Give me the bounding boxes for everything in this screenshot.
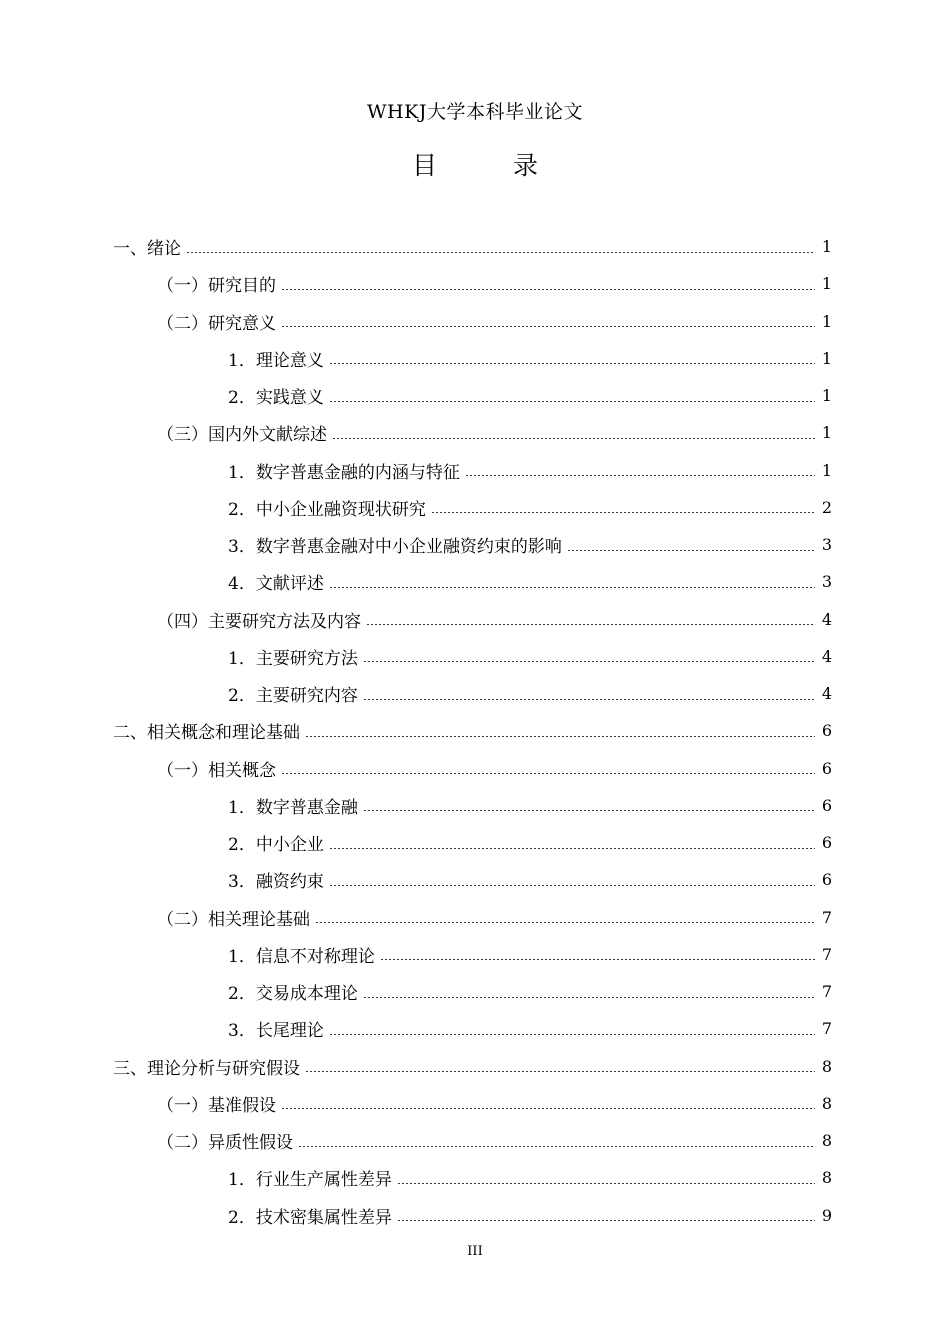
toc-entry[interactable]	[0, 1159, 950, 1196]
toc-entry-page: 4	[821, 609, 832, 629]
toc-entry[interactable]	[0, 936, 950, 973]
toc-dot-leader	[363, 688, 815, 700]
toc-entry-label: 1．数字普惠金融的内涵与特征	[228, 462, 460, 483]
toc-entry-page: 4	[821, 684, 832, 704]
toc-entry-page: 6	[821, 721, 832, 741]
toc-entry[interactable]	[0, 1197, 950, 1234]
toc-entry[interactable]	[0, 1010, 950, 1047]
toc-dot-leader	[363, 650, 815, 662]
toc-entry-page: 3	[821, 572, 832, 592]
toc-dot-leader	[329, 837, 815, 849]
toc-entry-page: 1	[821, 237, 832, 257]
toc-dot-leader	[281, 762, 815, 774]
toc-dot-leader	[281, 1097, 815, 1109]
toc-entry-label: 3．数字普惠金融对中小企业融资约束的影响	[228, 537, 562, 558]
toc-entry[interactable]	[0, 675, 950, 712]
toc-entry[interactable]	[0, 638, 950, 675]
toc-entry-page: 6	[821, 795, 832, 815]
toc-entry-label: 2．主要研究内容	[228, 686, 358, 707]
toc-entry-page: 1	[821, 311, 832, 331]
toc-dot-leader	[366, 613, 815, 625]
toc-entry[interactable]	[0, 414, 950, 451]
toc-entry-page: 4	[821, 646, 832, 666]
toc-entry[interactable]	[0, 824, 950, 861]
toc-dot-leader	[329, 576, 815, 588]
toc-entry-page: 7	[821, 1019, 832, 1039]
toc-entry-label: 2．实践意义	[228, 388, 324, 409]
toc-entry[interactable]	[0, 452, 950, 489]
toc-entry-page: 1	[821, 460, 832, 480]
toc-entry-label: （一）研究目的	[157, 276, 276, 297]
toc-entry-page: 7	[821, 982, 832, 1002]
page-header: WHKJ大学本科毕业论文	[367, 101, 583, 123]
toc-entry-label: 1．理论意义	[228, 350, 324, 371]
toc-entry[interactable]	[0, 750, 950, 787]
toc-dot-leader	[332, 427, 815, 439]
toc-entry-label: 三、理论分析与研究假设	[113, 1058, 300, 1079]
toc-dot-leader	[329, 390, 815, 402]
toc-entry[interactable]	[0, 1048, 950, 1085]
toc-dot-leader	[363, 799, 815, 811]
toc-entry-page: 3	[821, 535, 832, 555]
toc-entry-label: 2．技术密集属性差异	[228, 1207, 392, 1228]
page-number: III	[467, 1244, 483, 1259]
toc-entry[interactable]	[0, 1122, 950, 1159]
toc-entry-page: 8	[821, 1093, 832, 1113]
toc-entry[interactable]	[0, 787, 950, 824]
toc-entry-page: 1	[821, 348, 832, 368]
toc-entry[interactable]	[0, 489, 950, 526]
toc-entry-label: 2．交易成本理论	[228, 984, 358, 1005]
toc-dot-leader	[315, 911, 815, 923]
toc-entry-page: 8	[821, 1056, 832, 1076]
toc-dot-leader	[281, 278, 815, 290]
toc-dot-leader	[363, 986, 815, 998]
toc-entry-label: 1．行业生产属性差异	[228, 1170, 392, 1191]
toc-entry-label: 1．主要研究方法	[228, 648, 358, 669]
toc-entry-page: 6	[821, 833, 832, 853]
toc-entry-label: （二）研究意义	[157, 313, 276, 334]
toc-entry-label: （二）相关理论基础	[157, 909, 310, 930]
toc-entry[interactable]	[0, 265, 950, 302]
toc-entry[interactable]	[0, 340, 950, 377]
toc-entry[interactable]	[0, 228, 950, 265]
toc-dot-leader	[281, 315, 815, 327]
toc-entry[interactable]	[0, 861, 950, 898]
toc-entry-page: 6	[821, 870, 832, 890]
toc-entry-page: 8	[821, 1168, 832, 1188]
toc-entry-label: （四）主要研究方法及内容	[157, 611, 361, 632]
toc-title: 目 录	[412, 151, 572, 180]
toc-entry-label: 二、相关概念和理论基础	[113, 723, 300, 744]
toc-entry-page: 1	[821, 423, 832, 443]
toc-entry[interactable]	[0, 973, 950, 1010]
toc-dot-leader	[186, 241, 815, 253]
table-of-contents	[0, 228, 950, 1234]
toc-entry[interactable]	[0, 1085, 950, 1122]
toc-entry-page: 1	[821, 274, 832, 294]
toc-dot-leader	[329, 352, 815, 364]
toc-dot-leader	[567, 539, 815, 551]
toc-entry-page: 7	[821, 944, 832, 964]
toc-dot-leader	[431, 501, 815, 513]
toc-dot-leader	[329, 874, 815, 886]
toc-entry-page: 9	[821, 1205, 832, 1225]
toc-entry-page: 7	[821, 907, 832, 927]
toc-entry[interactable]	[0, 601, 950, 638]
toc-entry[interactable]	[0, 563, 950, 600]
toc-entry-label: 一、绪论	[113, 239, 181, 260]
toc-entry-label: 2．中小企业	[228, 835, 324, 856]
toc-entry-label: （一）相关概念	[157, 760, 276, 781]
toc-entry-label: 1．数字普惠金融	[228, 797, 358, 818]
toc-entry-label: 2．中小企业融资现状研究	[228, 499, 426, 520]
toc-dot-leader	[465, 464, 815, 476]
toc-entry-label: 3．融资约束	[228, 872, 324, 893]
toc-entry-page: 8	[821, 1131, 832, 1151]
toc-entry-page: 2	[821, 497, 832, 517]
toc-dot-leader	[305, 1060, 815, 1072]
toc-entry[interactable]	[0, 377, 950, 414]
toc-entry-page: 6	[821, 758, 832, 778]
toc-entry-label: （一）基准假设	[157, 1095, 276, 1116]
toc-dot-leader	[298, 1135, 815, 1147]
toc-entry-label: 3．长尾理论	[228, 1021, 324, 1042]
toc-entry-label: （二）异质性假设	[157, 1133, 293, 1154]
toc-dot-leader	[397, 1172, 815, 1184]
toc-dot-leader	[305, 725, 815, 737]
toc-entry[interactable]	[0, 712, 950, 749]
toc-dot-leader	[329, 1023, 815, 1035]
toc-entry-label: 1．信息不对称理论	[228, 946, 375, 967]
toc-entry-label: 4．文献评述	[228, 574, 324, 595]
toc-dot-leader	[380, 948, 815, 960]
toc-entry[interactable]	[0, 526, 950, 563]
toc-entry-label: （三）国内外文献综述	[157, 425, 327, 446]
toc-entry[interactable]	[0, 303, 950, 340]
toc-dot-leader	[397, 1209, 815, 1221]
toc-entry[interactable]	[0, 899, 950, 936]
toc-entry-page: 1	[821, 386, 832, 406]
